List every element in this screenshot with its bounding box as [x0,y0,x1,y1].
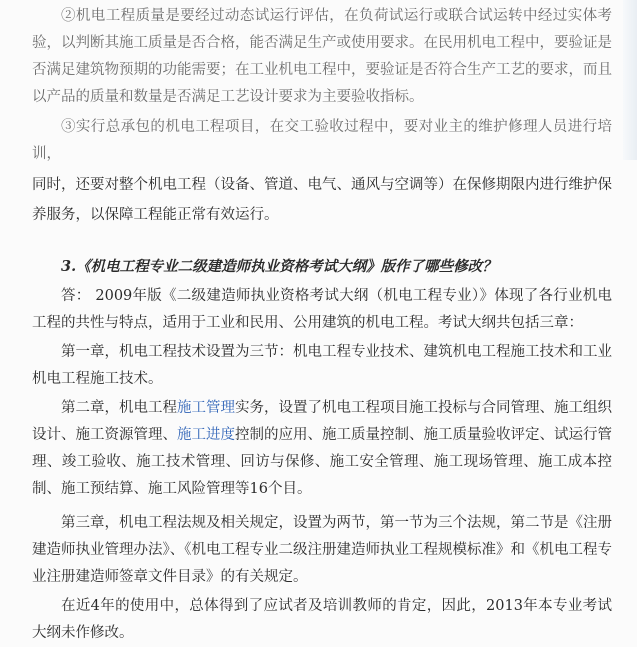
highlight-link-construction-schedule[interactable]: 施工进度 [177,427,235,443]
paragraph-item-2: ②机电工程质量是要经过动态试运行评估，在负荷试运行或联合试运转中经过实体考验，以判断其施工质量是否合格，能否满足生产或使用要求。在民用机电工程中，要验证是否满足建筑物预期的功能需要；在工业机电工程中，要验证是否符合生产工艺的要求，而且以产品的质量和数量是否满足工艺设计要求为主要验收指标。 [32,8,612,105]
chapter-three-paragraph: 第三章，机电工程法规及相关规定，设置为两节，第一节为三个法规，第二节是《注册建造师执业管理办法》、《机电工程专业二级注册建造师执业工程规模标准》和《机电工程专业注册建造师签章文件目录》的有关规定。 [32,515,612,585]
highlight-link-construction-management[interactable]: 施工管理 [177,400,235,416]
closing-paragraph: 在近4年的使用中，总体得到了应试者及培训教师的肯定，因此，2013年本专业考试大纲未作修改。 [32,598,612,641]
paragraph-item-3: ③实行总承包的机电工程项目，在交工验收过程中，要对业主的维护修理人员进行培训， [32,119,612,162]
chapter-two-text-b: 实务，设置了机电工程项目施工投标与合同管理、施工组织设计、施工资源管理、 [32,400,612,443]
page-edge-shadow [623,0,637,160]
chapter-two-text-a: 第二章，机电工程 [61,400,177,416]
paragraph-item-3-continued: 同时，还要对整个机电工程（设备、管道、电气、通风与空调等）在保修期限内进行维护保养服务，以保障工程能正常有效运行。 [32,177,612,223]
question-heading: 3.《机电工程专业二级建造师执业资格考试大纲》版作了哪些修改？ [61,258,497,275]
chapter-one-paragraph: 第一章，机电工程技术设置为三节：机电工程专业技术、建筑机电工程施工技术和工业机电工程施工技术。 [32,344,612,387]
answer-intro: 答： 2009年版《二级建造师执业资格考试大纲（机电工程专业）》体现了各行业机电工程的共性与特点，适用于工业和民用、公用建筑的机电工程。考试大纲共包括三章： [32,288,612,331]
chapter-two-text-c: 控制的应用、施工质量控制、施工质量验收评定、试运行管理、竣工验收、施工技术管理、回访与保修、施工安全管理、施工现场管理、施工成本控制、施工预结算、施工风险管理等16个目。 [32,427,612,497]
chapter-two-paragraph [32,395,612,503]
